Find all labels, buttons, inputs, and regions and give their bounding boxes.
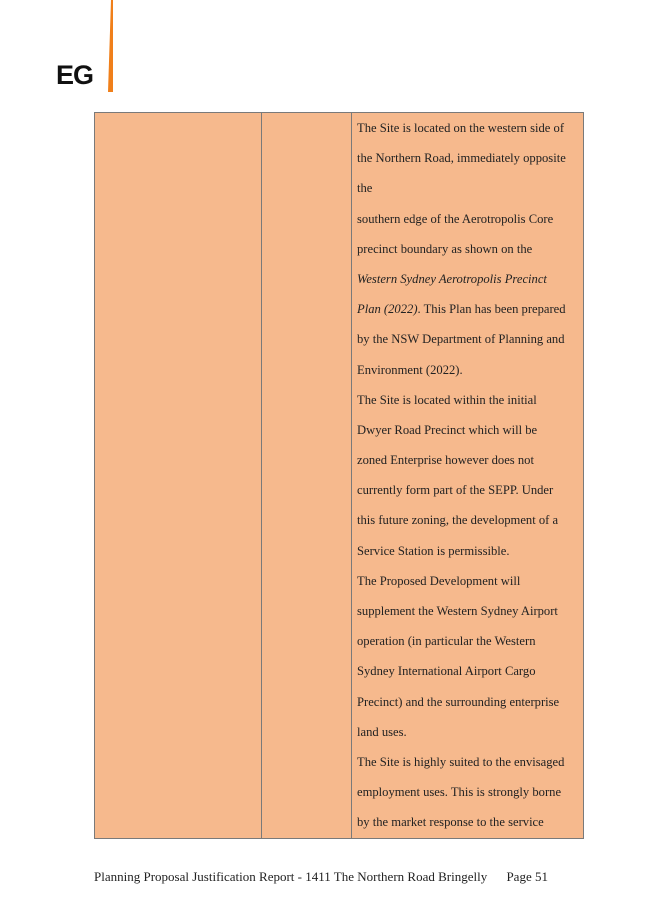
cell-line: operation (in particular the Western bbox=[357, 634, 536, 649]
page-number: Page 51 bbox=[506, 869, 548, 884]
cell-line: currently form part of the SEPP. Under bbox=[357, 483, 554, 498]
cell-line: Sydney International Airport Cargo bbox=[357, 664, 536, 679]
cell-line bbox=[357, 294, 583, 324]
cell-line: Western Sydney Aerotropolis Precinct bbox=[357, 271, 547, 286]
cell-line: Service Station is permissible. bbox=[357, 543, 510, 558]
table-column-divider bbox=[261, 113, 262, 838]
table-column-divider bbox=[351, 113, 352, 838]
cell-line: Precinct) and the surrounding enterprise bbox=[357, 694, 560, 709]
cell-line: precinct boundary as shown on the bbox=[357, 241, 533, 256]
cell-line: The Proposed Development will bbox=[357, 573, 521, 588]
cell-line: this future zoning, the development of a bbox=[357, 513, 559, 528]
cell-line: land uses. bbox=[357, 724, 407, 739]
cell-line: southern edge of the Aerotropolis Core bbox=[357, 211, 554, 226]
eg-logo bbox=[56, 0, 126, 96]
cell-line: by the market response to the service bbox=[357, 815, 544, 830]
page-footer bbox=[94, 869, 548, 885]
cell-line: zoned Enterprise however does not bbox=[357, 453, 534, 468]
cell-line: the Northern Road, immediately opposite bbox=[357, 151, 566, 166]
cell-line: employment uses. This is strongly borne bbox=[357, 785, 562, 800]
cell-line: The Site is located on the western side of bbox=[357, 121, 565, 135]
table-cell-text bbox=[357, 113, 583, 838]
cell-line: Environment (2022). bbox=[357, 362, 463, 377]
cell-line: Dwyer Road Precinct which will be bbox=[357, 422, 538, 437]
cell-line: by the NSW Department of Planning and bbox=[357, 332, 565, 347]
logo-accent-stroke-icon bbox=[106, 0, 114, 92]
cell-line-italic-part: Plan (2022) bbox=[357, 302, 418, 317]
footer-title: Planning Proposal Justification Report - 1411 The Northern Road Bringelly bbox=[94, 869, 488, 884]
cell-line: The Site is located within the initial bbox=[357, 392, 537, 407]
logo-text: EG bbox=[56, 60, 94, 90]
cell-line-rest: . This Plan has been prepared bbox=[417, 302, 566, 317]
cell-line: supplement the Western Sydney Airport bbox=[357, 604, 558, 618]
cell-line: The Site is highly suited to the envisaged bbox=[357, 754, 565, 769]
content-table bbox=[94, 112, 584, 839]
cell-line: the bbox=[357, 181, 373, 196]
